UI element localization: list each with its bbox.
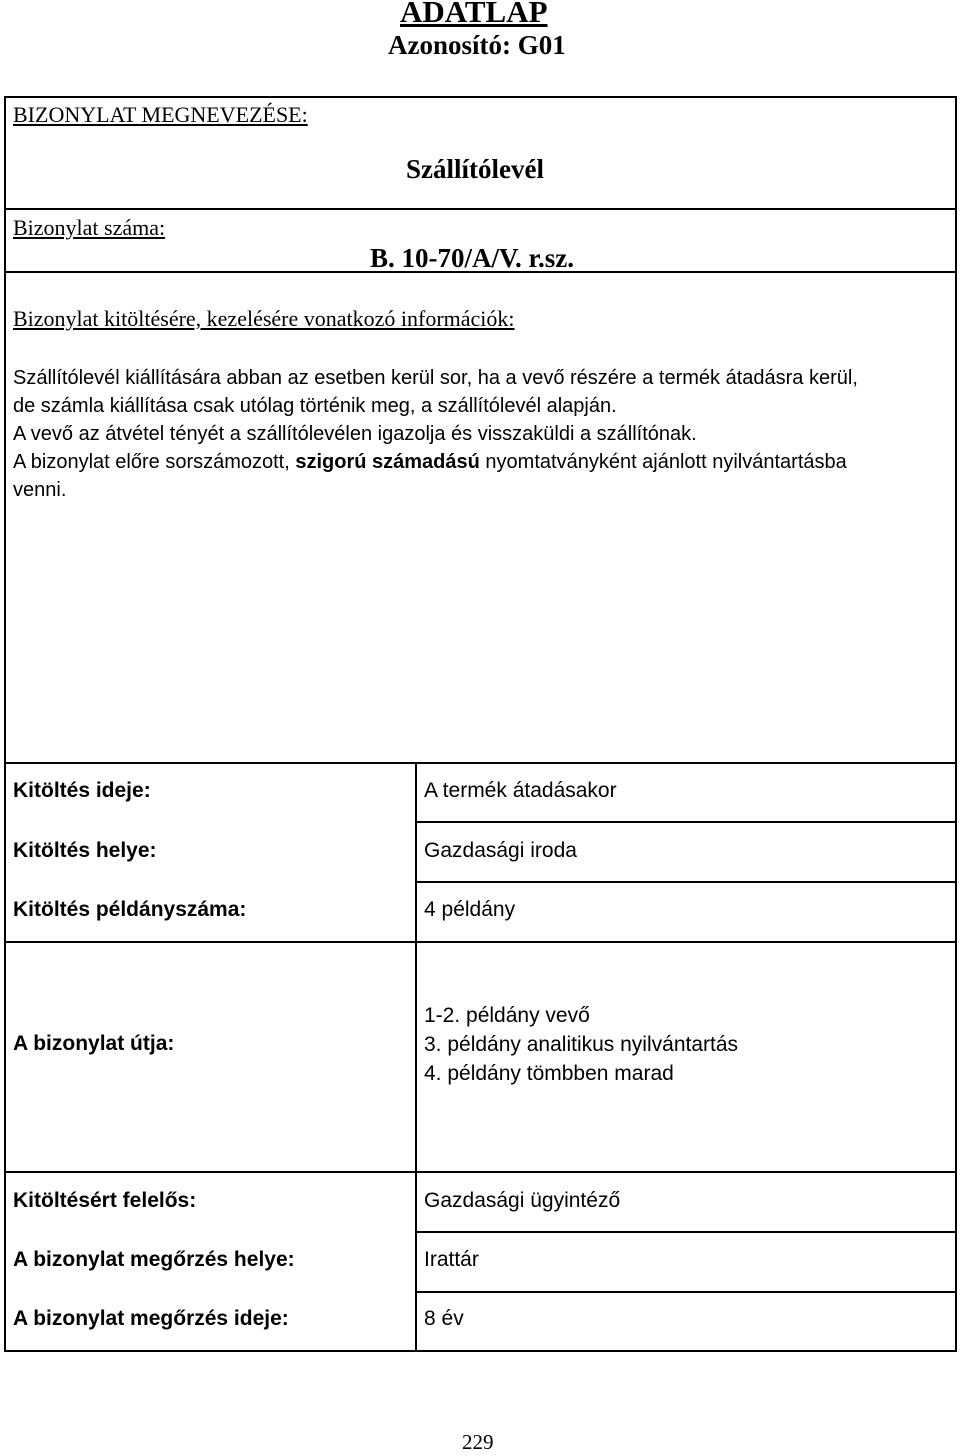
info-line: venni. <box>13 479 67 501</box>
info-label: Bizonylat kitöltésére, kezelésére vonatkozó információk: <box>13 306 515 331</box>
details-table <box>4 762 957 1352</box>
responsible-value: Gazdasági ügyintéző <box>424 1189 621 1212</box>
route-value <box>424 1001 738 1088</box>
storage-place-label: A bizonylat megőrzés helye: <box>13 1248 295 1271</box>
emphasis-text: szigorú számadású <box>295 451 480 473</box>
storage-time-label: A bizonylat megőrzés ideje: <box>13 1307 289 1330</box>
info-line: Szállítólevél kiállítására abban az esetben kerül sor, ha a vevő részére a termék átadásra kerül, <box>13 367 858 389</box>
document-info-box <box>4 96 957 764</box>
document-identifier: Azonosító: G01 <box>388 30 566 60</box>
fill-time-label: Kitöltés ideje: <box>13 779 151 802</box>
info-line: de számla kiállítása csak utólag történik meg, a szállítólevél alapján. <box>13 395 617 417</box>
row-divider <box>6 1171 955 1173</box>
fill-copies-label: Kitöltés példányszáma: <box>13 898 247 921</box>
document-title: ADATLAP <box>400 0 548 29</box>
fill-place-value: Gazdasági iroda <box>424 839 577 862</box>
info-line: A vevő az átvétel tényét a szállítólevélen igazolja és visszaküldi a szállítónak. <box>13 423 697 445</box>
fill-time-value: A termék átadásakor <box>424 779 617 802</box>
route-label: A bizonylat útja: <box>13 1032 175 1055</box>
page-number: 229 <box>462 1430 494 1454</box>
info-line: A bizonylat előre sorszámozott, szigorú számadású nyomtatványként ajánlott nyilvántartásba <box>13 451 847 473</box>
divider <box>6 208 955 210</box>
route-line: 4. példány tömbben marad <box>424 1062 674 1085</box>
info-paragraph <box>13 364 948 504</box>
storage-time-value: 8 év <box>424 1307 464 1330</box>
column-divider <box>415 764 417 1350</box>
row-divider <box>415 821 955 823</box>
route-line: 3. példány analitikus nyilvántartás <box>424 1033 739 1056</box>
row-divider <box>6 941 955 943</box>
fill-place-label: Kitöltés helye: <box>13 839 157 862</box>
row-divider <box>415 881 955 883</box>
document-name-value: Szállítólevél <box>406 154 544 184</box>
row-divider <box>415 1231 955 1233</box>
document-name-label: BIZONYLAT MEGNEVEZÉSE: <box>13 102 308 127</box>
route-line: 1-2. példány vevő <box>424 1004 590 1027</box>
divider <box>6 271 955 273</box>
row-divider <box>415 1291 955 1293</box>
fill-copies-value: 4 példány <box>424 898 516 921</box>
document-number-label: Bizonylat száma: <box>13 215 166 240</box>
responsible-label: Kitöltésért felelős: <box>13 1189 197 1212</box>
storage-place-value: Irattár <box>424 1248 479 1271</box>
document-number-value: B. 10-70/A/V. r.sz. <box>370 243 575 273</box>
